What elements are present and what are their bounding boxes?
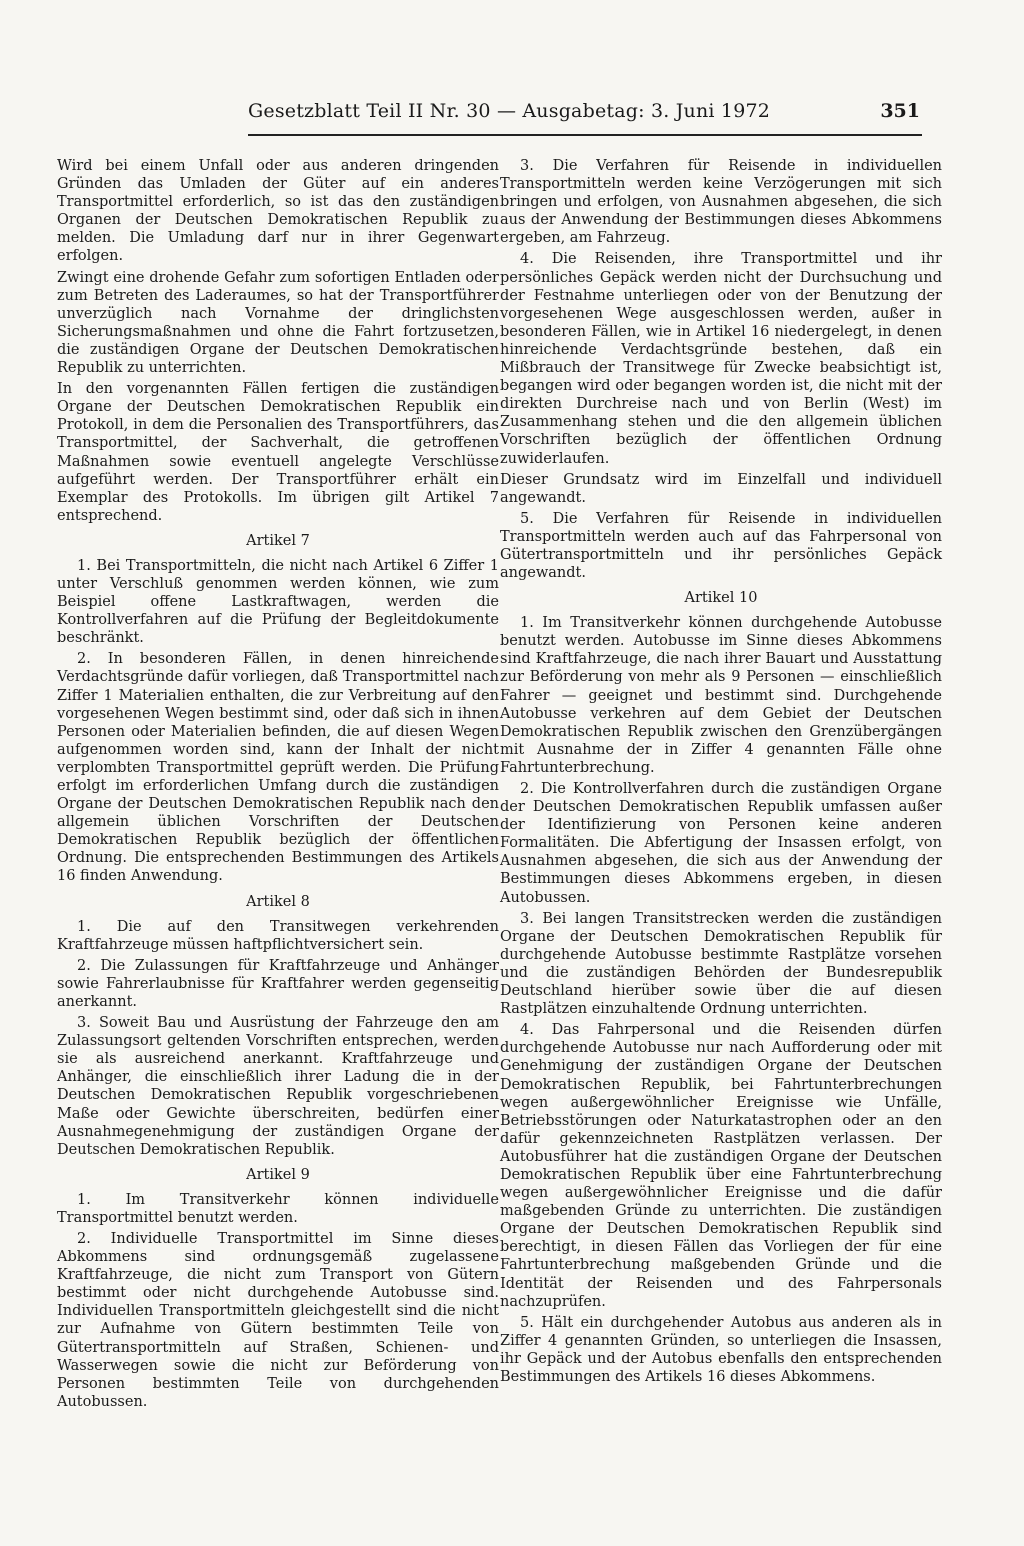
header-title: Gesetzblatt Teil II Nr. 30 — Ausgabetag: 3. Juni 1972 [248,100,771,122]
left-column [57,157,499,1414]
article-10-heading: Artikel 10 [684,590,758,607]
paragraph: 3. Die Verfahren für Reisende in individuellen Transportmitteln werden keine Verzögerungen mit sich bringen und erfolgen, von Ausnahmen abgesehen, die sich aus der Anwendung der Bestimmungen dieses Abkommens ergeben, am Fahrzeug. [500,158,942,247]
paragraph: 1. Bei Transportmitteln, die nicht nach Artikel 6 Ziffer 1 unter Verschluß genommen werden können, wie zum Beispiel offene Lastkraftwagen, werden die Kontrollverfahren auf die Prüfung der Begleitdokumente beschränkt. [57,557,499,647]
paragraph: Dieser Grundsatz wird im Einzelfall und individuell angewandt. [500,471,942,506]
article-9-heading: Artikel 9 [246,1166,310,1183]
paragraph: Wird bei einem Unfall oder aus anderen dringenden Gründen das Umladen der Güter auf ein anderes Transportmittel erforderlich, so ist das den zuständigen Organen der Deutschen Demokratischen Republik zu melden. Die Umladung darf nur in ihrer Gegenwart erfolgen. [57,158,499,265]
paragraph: 2. Die Zulassungen für Kraftfahrzeuge und Anhänger sowie Fahrerlaubnisse für Kraftfahrer werden gegenseitig anerkannt. [57,957,499,1010]
paragraph: 1. Im Transitverkehr können individuelle Transportmittel benutzt werden. [57,1191,499,1226]
paragraph: 2. Die Kontrollverfahren durch die zuständigen Organe der Deutschen Demokratischen Republik umfassen außer der Identifizierung von Personen keine anderen Formalitäten. Die Abfertigung der Insassen erfolgt, von Ausnahmen abgesehen, die sich aus der Anwendung der Bestimmungen dieses Abkommens ergeben, in diesen Autobussen. [500,781,942,906]
paragraph: 1. Die auf den Transitwegen verkehrenden Kraftfahrzeuge müssen haftpflichtversichert sein. [57,918,499,953]
paragraph: 5. Die Verfahren für Reisende in individuellen Transportmitteln werden auch auf das Fahrpersonal von Gütertransportmitteln und ihr persönliches Gepäck angewandt. [500,510,942,582]
paragraph: Zwingt eine drohende Gefahr zum sofortigen Entladen oder zum Betreten des Laderaumes, so hat der Transportführer unverzüglich nach Vornahme der dringlichsten Sicherungsmaßnahmen und ohne die Fahrt fortzusetzen, die zuständigen Organe der Deutschen Demokratischen Republik zu unterrichten. [57,269,499,377]
page-header [248,100,920,132]
paragraph: 2. In besonderen Fällen, in denen hinreichende Verdachtsgründe dafür vorliegen, daß Transportmittel nach Ziffer 1 Materialien enthalten, die zur Verbreitung auf den vorgesehenen Wegen bestimmt sind, oder daß sich in ihnen Personen oder Materialien befinden, die auf diesen Wegen aufgenommen worden sind, kann der Inhalt der nicht verplombten Transportmittel geprüft werden. Die Prüfung erfolgt im erforderlichen Umfang durch die zuständigen Organe der Deutschen Demokratischen Republik nach den allgemein üblichen Vorschriften der Deutschen Demokratischen Republik bezüglich der öffentlichen Ordnung. Die entsprechenden Bestimmungen des Artikels 16 finden Anwendung. [57,651,499,885]
page-number: 351 [880,100,920,122]
article-8-heading: Artikel 8 [246,893,310,910]
paragraph: 5. Hält ein durchgehender Autobus aus anderen als in Ziffer 4 genannten Gründen, so unterliegen die Insassen, ihr Gepäck und der Autobus ebenfalls den entsprechenden Bestimmungen des Artikels 16 dieses Abkommens. [500,1314,942,1385]
right-column [500,157,942,1389]
header-rule [248,134,922,136]
paragraph: 3. Soweit Bau und Ausrüstung der Fahrzeuge den am Zulassungsort geltenden Vorschriften entsprechen, werden sie als ausreichend anerkannt. Kraftfahrzeuge und Anhänger, die einschließlich ihrer Ladung die in der Deutschen Demokratischen Republik vorgeschriebenen Maße oder Gewichte überschreiten, bedürfen einer Ausnahmegenehmigung der zuständigen Organe der Deutschen Demokratischen Republik. [57,1015,499,1158]
paragraph: 4. Das Fahrpersonal und die Reisenden dürfen durchgehende Autobusse nur nach Aufforderung oder mit Genehmigung der zuständigen Organe der Deutschen Demokratischen Republik, bei Fahrtunterbrechungen wegen außergewöhnlicher Ereignisse wie Unfälle, Betriebsstörungen oder Naturkatastrophen oder an den dafür gekennzeichneten Rastplätzen verlassen. Der Autobusführer hat die zuständigen Organe der Deutschen Demokratischen Republik über eine Fahrtunterbrechung wegen außergewöhnlicher Ereignisse und die dafür maßgebenden Gründe zu unterrichten. Die zuständigen Organe der Deutschen Demokratischen Republik sind berechtigt, in diesen Fällen das Vorliegen der für eine Fahrtunterbrechung maßgebenden Gründe und die Identität der Reisenden und des Fahrpersonals nachzuprüfen. [500,1022,942,1310]
paragraph: 2. Individuelle Transportmittel im Sinne dieses Abkommens sind ordnungsgemäß zugelassene Kraftfahrzeuge, die nicht zum Transport von Gütern bestimmt oder nicht durchgehende Autobusse sind. Individuellen Transportmitteln gleichgestellt sind die nicht zur Aufnahme von Gütern bestimmten Teile von Gütertransportmitteln auf Straßen, Schienen- und Wasserwegen sowie die nicht zur Beförderung von Personen bestimmten Teile von durchgehenden Autobussen. [57,1230,499,1410]
paragraph: 3. Bei langen Transitstrecken werden die zuständigen Organe der Deutschen Demokratischen Republik für durchgehende Autobusse bestimmte Rastplätze vorsehen und die zuständigen Behörden der Bundesrepublik Deutschland hierüber sowie über die auf diesen Rastplätzen einzuhaltende Ordnung unterrichten. [500,910,942,1018]
article-7-heading: Artikel 7 [246,532,310,549]
paragraph: 1. Im Transitverkehr können durchgehende Autobusse benutzt werden. Autobusse im Sinne dieses Abkommens sind Kraftfahrzeuge, die nach ihrer Bauart und Ausstattung zur Beförderung von mehr als 9 Personen — einschließlich Fahrer — geeignet und bestimmt sind. Durchgehende Autobusse verkehren auf dem Gebiet der Deutschen Demokratischen Republik zwischen den Grenzübergängen mit Ausnahme der in Ziffer 4 genannten Fälle ohne Fahrtunterbrechung. [500,615,942,776]
paragraph: In den vorgenannten Fällen fertigen die zuständigen Organe der Deutschen Demokratischen Republik ein Protokoll, in dem die Personalien des Transportführers, das Transportmittel, der Sachverhalt, die getroffenen Maßnahmen sowie eventuell angelegte Verschlüsse aufgeführt werden. Der Transportführer erhält ein Exemplar des Protokolls. Im übrigen gilt Artikel 7 entsprechend. [57,381,499,524]
paragraph: 4. Die Reisenden, ihre Transportmittel und ihr persönliches Gepäck werden nicht der Durchsuchung und der Festnahme unterliegen oder von der Benutzung der vorgesehenen Wege ausgeschlossen werden, außer in besonderen Fällen, wie in Artikel 16 niedergelegt, in denen hinreichende Verdachtsgründe bestehen, daß ein Mißbrauch der Transitwege für Zwecke beabsichtigt ist, begangen wird oder begangen worden ist, die nicht mit der direkten Durchreise nach und von Berlin (West) im Zusammenhang stehen und die den allgemein üblichen Vorschriften bezüglich der öffentlichen Ordnung zuwiderlaufen. [500,251,942,467]
